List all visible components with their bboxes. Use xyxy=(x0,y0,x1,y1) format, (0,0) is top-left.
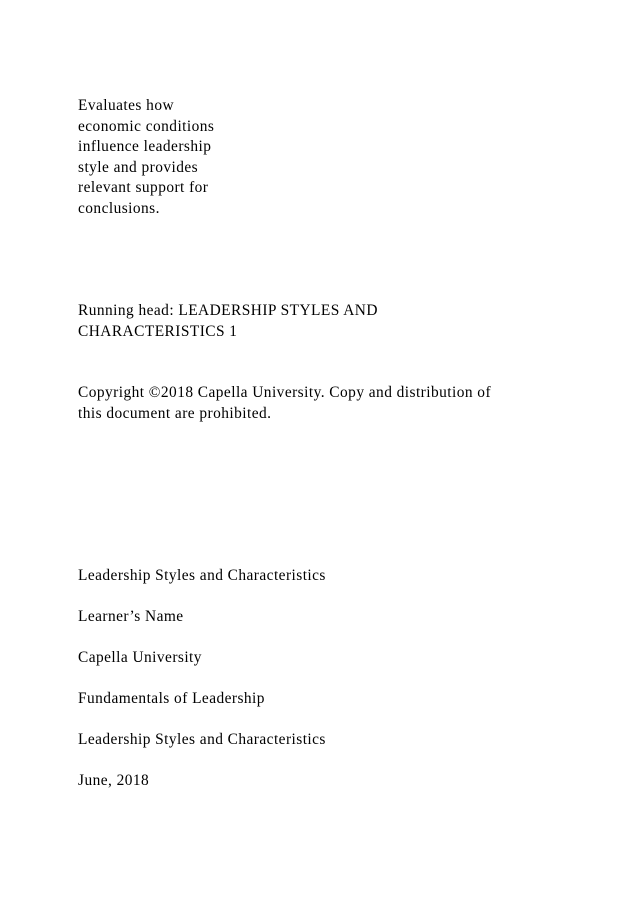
copyright-line: this document are prohibited. xyxy=(78,404,272,422)
copyright-line: Copyright ©2018 Capella University. Copy and distribution of xyxy=(78,384,492,401)
section-title: Leadership Styles and Characteristics xyxy=(78,731,326,748)
paper-title: Leadership Styles and Characteristics xyxy=(78,567,326,584)
running-head-line: Running head: LEADERSHIP STYLES AND xyxy=(78,302,378,319)
rubric-note-line: conclusions. xyxy=(78,199,160,217)
learner-name: Learner’s Name xyxy=(78,608,184,625)
running-head xyxy=(78,301,378,342)
course-name: Fundamentals of Leadership xyxy=(78,690,265,707)
rubric-note-line: style and provides xyxy=(78,158,199,176)
rubric-note xyxy=(78,96,214,220)
document-date: June, 2018 xyxy=(78,772,150,789)
rubric-note-line: relevant support for xyxy=(78,179,209,197)
rubric-note-line: Evaluates how xyxy=(78,97,175,114)
rubric-note-line: influence leadership xyxy=(78,138,212,156)
copyright-notice xyxy=(78,383,491,424)
running-head-line: CHARACTERISTICS 1 xyxy=(78,322,238,340)
rubric-note-line: economic conditions xyxy=(78,117,215,135)
university-name: Capella University xyxy=(78,649,202,666)
